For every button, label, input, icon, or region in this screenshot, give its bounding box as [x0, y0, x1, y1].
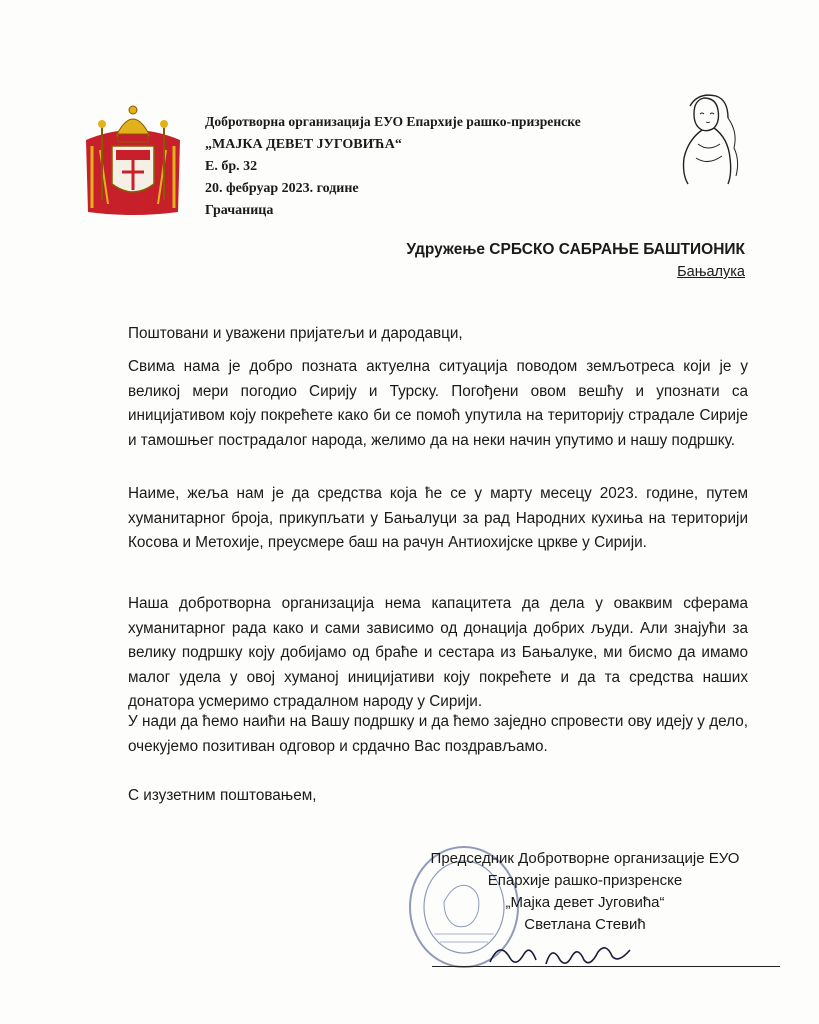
document-number: Е. бр. 32 — [205, 159, 258, 174]
paragraph-3: Наша добротворна организација нема капацитета да дела у оваквим сферама хуманитарног рада како и сами зависимо од донација добрих људи. Али знајући за велику подршку коју добијамо од браће и сестара из Бањалуке, ми бисмо да имамо малог удела у овој хуманој иницијативи коју покрећете и да та средства наших донатора усмеримо страдалном народу у Сирији. — [128, 595, 748, 710]
signature-title-line3: „Мајка девет Југовића“ — [505, 894, 665, 911]
organization-name: „МАЈКА ДЕВЕТ ЈУГОВИЋА“ — [205, 137, 402, 152]
paragraph-1: Свима нама је добро позната актуелна ситуација поводом земљотреса који је у великој мери погодио Сирију и Турску. Погођени овом вешћу и упознати са иницијативом коју покрећете како би се помоћ упутила на територију страдале Сирије и тамошњег пострадалог народа, желимо да на неки начин упутимо и нашу подршку. — [128, 358, 748, 449]
document-date: 20. фебруар 2023. године — [205, 181, 359, 196]
paragraph-4: У нади да ћемо наићи на Вашу подршку и да ћемо заједно спровести ову идеју у дело, очекујемо позитиван одговор и срдачно Вас поздрављамо. — [128, 713, 748, 755]
salutation: Поштовани и уважени пријатељи и дародавци, — [128, 325, 463, 342]
organization-line: Добротворна организација ЕУО Епархије рашко-призренске — [205, 114, 581, 129]
mother-figure-sketch-icon — [668, 88, 748, 188]
recipient-city: Бањалука — [677, 264, 745, 280]
coat-of-arms-emblem — [78, 100, 188, 218]
document-place: Грачаница — [205, 203, 274, 218]
closing-line: С изузетним поштовањем, — [128, 787, 317, 804]
handwritten-signature-icon — [480, 934, 640, 974]
signature-rule — [432, 966, 780, 967]
signature-block — [395, 848, 775, 936]
signature-title-line2: Епархије рашко-призренске — [487, 872, 683, 889]
recipient-name: Удружење СРБСКО САБРАЊЕ БАШТИОНИК — [406, 241, 745, 258]
signature-title-line1: Председник Добротворне организације ЕУО — [430, 850, 740, 867]
signatory-name: Светлана Стевић — [524, 916, 646, 933]
paragraph-2: Наиме, жеља нам је да средства која ће се у марту месецу 2023. године, путем хуманитарног броја, прикупљати у Бањалуци за рад Народних кухиња на територији Косова и Метохије, преусмере баш на рачун Антиохијске цркве у Сирији. — [128, 485, 748, 551]
